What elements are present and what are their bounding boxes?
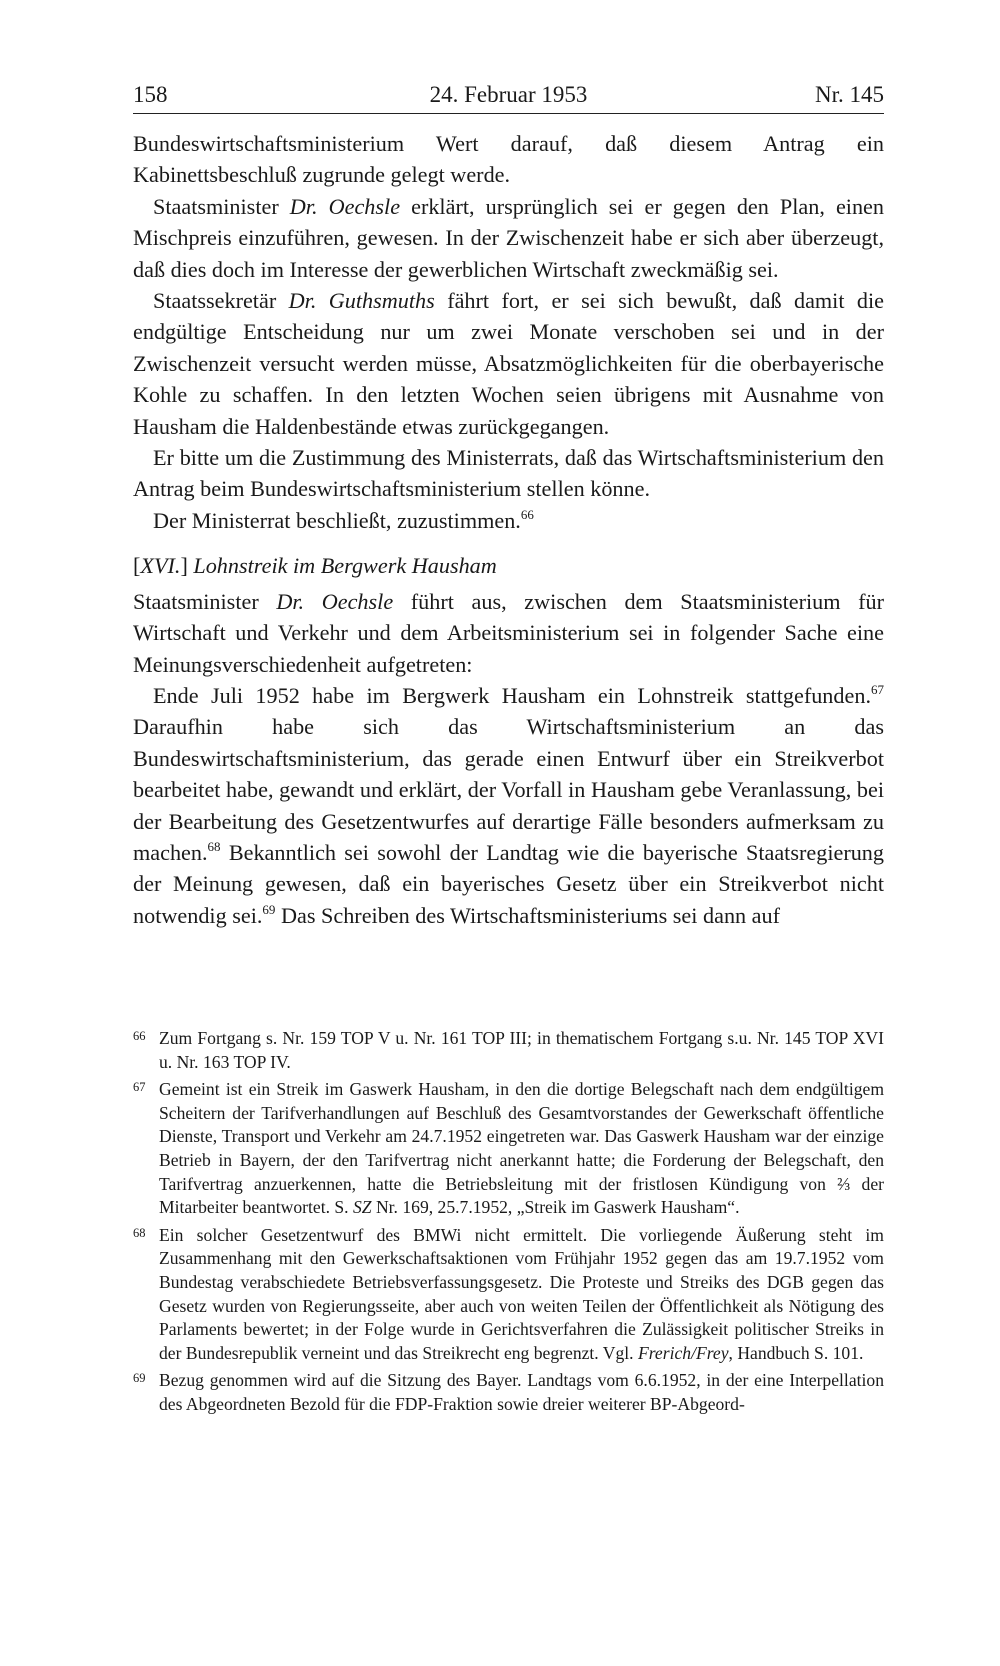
footnote-text: Bezug genommen wird auf die Sitzung des Bayer. Landtags vom 6.6.1952, in der eine Interpellation des Abgeordneten Bezold für die FDP-Fraktion sowie dreier weiterer BP-Abgeord- [159, 1370, 884, 1414]
paragraph-decision: Der Ministerrat beschließt, zuzustimmen.$^{66}$ [153, 506, 534, 533]
footnote-ref-69[interactable]: 69 [262, 901, 276, 917]
page-number: 158 [133, 82, 168, 107]
section-heading: [XVI.] Lohnstreik im Bergwerk Hausham [133, 553, 497, 579]
source-abbrev: SZ [352, 1197, 372, 1218]
paragraph-oechsle-explains: Staatsminister Dr. Oechsle führt aus, zwischen dem Staatsministerium für Wirtschaft und Verkehr und dem Arbeitsministerium sei in folgender Sache eine Meinungsverschiedenheit aufgetreten: [133, 588, 884, 677]
paragraph-oechsle-statement: Staatsminister Dr. Oechsle erklärt, ursprünglich sei er gegen den Plan, einen Mischpreis einzuführen, gewesen. In der Zwischenzeit habe er sich aber überzeugt, daß dies doch im Interesse der gewerblichen Wirtschaft zweckmäßig sei. [133, 193, 885, 282]
speaker-name: Dr. Guthsmuths [288, 288, 435, 314]
paragraph-continuation: Bundeswirtschaftsministerium Wert darauf, daß diesem Antrag ein Kabinettsbeschluß zugrunde gelegt werde. [133, 131, 884, 188]
speaker-name: Dr. Oechsle [289, 193, 401, 219]
section-title: Lohnstreik im Bergwerk Hausham [193, 553, 497, 579]
paragraph-strike-account: Ende Juli 1952 habe im Bergwerk Hausham ein Lohnstreik stattgefunden.$^{67}$ Daraufhin habe sich das Wirtschaftsministerium an das Bundeswirtschaftsministerium, das gerade einen Entwurf über ein Streikverbot bearbeitet habe, gewandt und erklärt, der Vorfall in Hausham gebe Veranlassung, bei der Bearbeitung des Gesetzentwurfes auf derartige Fälle besonders aufmerksam zu machen.$^{68}$ Bekanntlich sei sowohl der Landtag wie die bayerische Staatsregierung der Meinung gewesen, daß ein bayerisches Gesetz über ein Streikverbot nicht notwendig sei.$^{69}$ Das Schreiben des Wirtschaftsministeriums sei dann auf [133, 681, 884, 928]
footnote-ref-66[interactable]: 66 [520, 506, 534, 522]
footnote-number: 67 [133, 1080, 146, 1095]
paragraph-request: Er bitte um die Zustimmung des Ministerrats, daß das Wirtschaftsministerium den Antrag beim Bundeswirtschaftsministerium stellen könne. [133, 445, 884, 502]
section-number: XVI. [140, 553, 181, 579]
speaker-name: Dr. Oechsle [276, 588, 394, 614]
footnote-text: Ein solcher Gesetzentwurf des BMWi nicht ermittelt. Die vorliegende Äußerung steht im Zusammenhang mit den Gewerkschaftsaktionen vom Frühjahr 1952 gegen das am 19.7.1952 vom Bundestag verabschiedete Betriebsverfassungsgesetz. Die Proteste und Streiks des DGB gegen das Gesetz wurden von Regierungsseite, aber auch von weiten Teilen der Öffentlichkeit als Nötigung des Parlaments bewertet; in der Folge wurde in Gerichtsverfahren die Zulässigkeit politischer Streiks in der Bundesrepublik verneint und das Streikrecht eng begrenzt. Vgl. [159, 1224, 884, 1363]
footnote-text: Gemeint ist ein Streik im Gaswerk Hausham, in den die dortige Belegschaft nach dem endgültigem Scheitern der Tarifverhandlungen auf Beschluß des Gesamtvorstandes der Gewerkschaft öffentliche Dienste, Transport und Verkehr am 24.7.1952 eingetreten war. Das Gaswerk Hausham war der einzige Betrieb in Bayern, der den Tarifvertrag nicht anerkannt hatte; die Forderung der Belegschaft, den Tarifvertrag anzuerkennen, hatte die Betriebsleitung mit der fristlosen Kündigung von ⅔ der Mitarbeiter beantwortet. S. [159, 1079, 884, 1218]
main-text [133, 128, 884, 931]
footnote-69 [133, 1369, 884, 1416]
footnote-ref-67[interactable]: 67 [871, 681, 884, 697]
footnotes [133, 1027, 884, 1421]
paragraph-guthsmuths-statement: Staatssekretär Dr. Guthsmuths fährt fort, er sei sich bewußt, daß damit die endgültige Entscheidung nur um zwei Monate verschoben sei und in der Zwischenzeit versucht werden müsse, Absatzmöglichkeiten für die oberbayerische Kohle zu schaffen. In den letzten Wochen seien übrigens mit Ausnahme von Hausham die Haldenbestände etwas zurückgegangen. [133, 288, 885, 439]
citation-authors: Frerich/Frey [637, 1342, 729, 1363]
footnote-68: 68 Ein solcher Gesetzentwurf des BMWi nicht ermittelt. Die vorliegende Äußerung steht im Zusammenhang mit den Gewerkschaftsaktionen vom Frühjahr 1952 gegen das am 19.7.1952 vom Bundestag verabschiedete Betriebsverfassungsgesetz. Die Proteste und Streiks des DGB gegen das Gesetz wurden von Regierungsseite, aber auch von weiten Teilen der Öffentlichkeit als Nötigung des Parlaments bewertet; in der Folge wurde in Gerichtsverfahren die Zulässigkeit politischer Streiks in der Bundesrepublik verneint und das Streikrecht eng begrenzt. Vgl. Frerich/Frey, Handbuch S. 101. [133, 1224, 884, 1366]
footnote-number: 69 [133, 1371, 146, 1386]
footnote-ref-68[interactable]: 68 [207, 838, 221, 854]
meeting-date: 24. Februar 1953 [429, 82, 588, 107]
footnote-number: 68 [133, 1225, 146, 1240]
document-number: Nr. 145 [815, 82, 884, 107]
footnote-text: Zum Fortgang s. Nr. 159 TOP V u. Nr. 161 TOP III; in thematischem Fortgang s.u. Nr. 145 TOP XVI u. Nr. 163 TOP IV. [159, 1028, 884, 1072]
document-page [133, 80, 885, 1414]
footnote-67: 67 Gemeint ist ein Streik im Gaswerk Hausham, in den die dortige Belegschaft nach dem endgültigem Scheitern der Tarifverhandlungen auf Beschluß des Gesamtvorstandes der Gewerkschaft öffentliche Dienste, Transport und Verkehr am 24.7.1952 eingetreten war. Das Gaswerk Hausham war der einzige Betrieb in Bayern, der den Tarifvertrag nicht anerkannt hatte; die Forderung der Belegschaft, den Tarifvertrag anzuerkennen, hatte die Betriebsleitung mit der fristlosen Kündigung von ⅔ der Mitarbeiter beantwortet. S. SZ Nr. 169, 25.7.1952, „Streik im Gaswerk Hausham“. [133, 1078, 884, 1220]
footnote-number: 66 [133, 1029, 146, 1043]
footnote-66 [133, 1027, 884, 1074]
running-head [133, 80, 884, 114]
